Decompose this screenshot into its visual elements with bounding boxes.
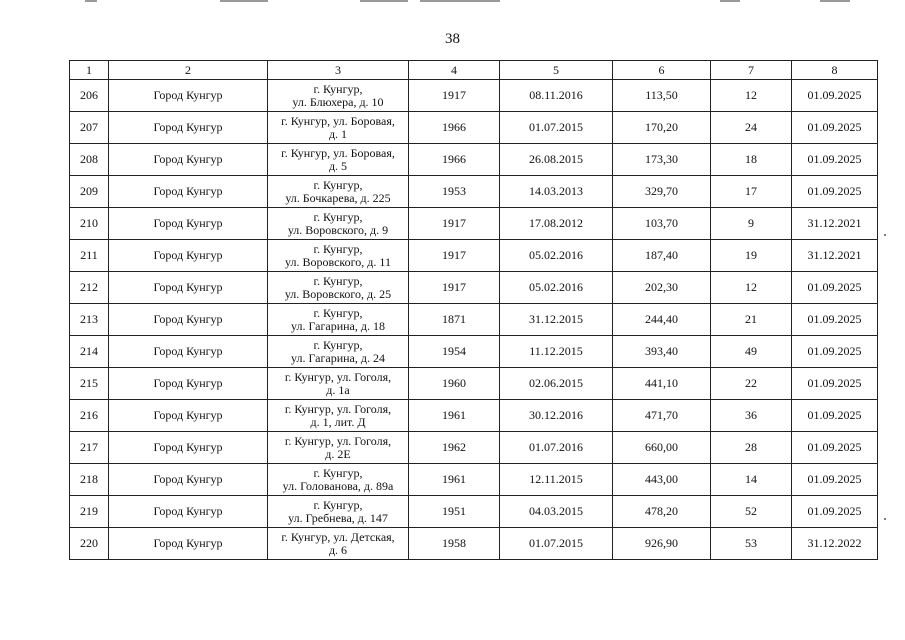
cell-area: 393,40	[613, 336, 711, 368]
cell-count: 12	[711, 80, 792, 112]
cell-count: 14	[711, 464, 792, 496]
table-row	[70, 240, 878, 272]
cell-municipality: Город Кунгур	[109, 304, 268, 336]
cell-build-year: 1961	[409, 464, 500, 496]
cell-count: 22	[711, 368, 792, 400]
cell-address: г. Кунгур, ул. Гоголя, д. 2Е	[268, 432, 409, 464]
cell-row-number: 219	[70, 496, 109, 528]
column-header: 8	[792, 61, 878, 80]
column-header: 7	[711, 61, 792, 80]
cell-row-number: 210	[70, 208, 109, 240]
cell-count: 21	[711, 304, 792, 336]
cell-deadline: 01.09.2025	[792, 304, 878, 336]
table-row	[70, 112, 878, 144]
cell-municipality: Город Кунгур	[109, 464, 268, 496]
cell-date: 05.02.2016	[500, 272, 613, 304]
table-row	[70, 368, 878, 400]
scan-speck	[884, 234, 886, 236]
table-row	[70, 272, 878, 304]
cell-row-number: 220	[70, 528, 109, 560]
cell-deadline: 31.12.2021	[792, 240, 878, 272]
cell-count: 53	[711, 528, 792, 560]
cell-count: 18	[711, 144, 792, 176]
cell-date: 01.07.2015	[500, 528, 613, 560]
cell-date: 05.02.2016	[500, 240, 613, 272]
cell-municipality: Город Кунгур	[109, 208, 268, 240]
table-row	[70, 528, 878, 560]
cell-build-year: 1966	[409, 112, 500, 144]
cell-date: 01.07.2016	[500, 432, 613, 464]
cell-date: 11.12.2015	[500, 336, 613, 368]
cell-deadline: 01.09.2025	[792, 144, 878, 176]
cell-municipality: Город Кунгур	[109, 112, 268, 144]
cell-row-number: 218	[70, 464, 109, 496]
cell-date: 12.11.2015	[500, 464, 613, 496]
cell-row-number: 215	[70, 368, 109, 400]
top-scan-rules	[0, 0, 905, 4]
cell-date: 26.08.2015	[500, 144, 613, 176]
cell-row-number: 214	[70, 336, 109, 368]
cell-address: г. Кунгур, ул. Гоголя, д. 1а	[268, 368, 409, 400]
cell-area: 244,40	[613, 304, 711, 336]
cell-date: 17.08.2012	[500, 208, 613, 240]
cell-deadline: 01.09.2025	[792, 112, 878, 144]
table-row	[70, 496, 878, 528]
cell-area: 471,70	[613, 400, 711, 432]
cell-count: 49	[711, 336, 792, 368]
cell-row-number: 216	[70, 400, 109, 432]
cell-build-year: 1958	[409, 528, 500, 560]
cell-municipality: Город Кунгур	[109, 336, 268, 368]
cell-row-number: 212	[70, 272, 109, 304]
cell-deadline: 01.09.2025	[792, 272, 878, 304]
cell-row-number: 209	[70, 176, 109, 208]
cell-row-number: 213	[70, 304, 109, 336]
table-body	[70, 80, 878, 560]
cell-build-year: 1871	[409, 304, 500, 336]
cell-municipality: Город Кунгур	[109, 528, 268, 560]
cell-address: г. Кунгур, ул. Гребнева, д. 147	[268, 496, 409, 528]
cell-deadline: 31.12.2022	[792, 528, 878, 560]
cell-count: 24	[711, 112, 792, 144]
cell-deadline: 01.09.2025	[792, 400, 878, 432]
cell-deadline: 01.09.2025	[792, 176, 878, 208]
cell-build-year: 1961	[409, 400, 500, 432]
table-row	[70, 336, 878, 368]
cell-date: 02.06.2015	[500, 368, 613, 400]
cell-area: 173,30	[613, 144, 711, 176]
cell-date: 01.07.2015	[500, 112, 613, 144]
cell-address: г. Кунгур, ул. Воровского, д. 11	[268, 240, 409, 272]
cell-area: 478,20	[613, 496, 711, 528]
cell-count: 52	[711, 496, 792, 528]
cell-municipality: Город Кунгур	[109, 272, 268, 304]
cell-deadline: 01.09.2025	[792, 432, 878, 464]
cell-municipality: Город Кунгур	[109, 400, 268, 432]
scan-speck	[884, 518, 886, 520]
registry-table	[69, 60, 878, 560]
cell-count: 36	[711, 400, 792, 432]
cell-count: 12	[711, 272, 792, 304]
cell-address: г. Кунгур, ул. Боровая, д. 1	[268, 112, 409, 144]
cell-deadline: 01.09.2025	[792, 464, 878, 496]
cell-area: 113,50	[613, 80, 711, 112]
cell-build-year: 1960	[409, 368, 500, 400]
table-row	[70, 464, 878, 496]
cell-date: 14.03.2013	[500, 176, 613, 208]
cell-row-number: 206	[70, 80, 109, 112]
cell-deadline: 01.09.2025	[792, 496, 878, 528]
cell-date: 30.12.2016	[500, 400, 613, 432]
cell-area: 926,90	[613, 528, 711, 560]
cell-area: 202,30	[613, 272, 711, 304]
cell-municipality: Город Кунгур	[109, 80, 268, 112]
cell-municipality: Город Кунгур	[109, 432, 268, 464]
cell-count: 19	[711, 240, 792, 272]
table-row	[70, 176, 878, 208]
cell-area: 441,10	[613, 368, 711, 400]
cell-municipality: Город Кунгур	[109, 496, 268, 528]
cell-date: 31.12.2015	[500, 304, 613, 336]
table-header-row	[70, 61, 878, 80]
cell-area: 660,00	[613, 432, 711, 464]
cell-area: 443,00	[613, 464, 711, 496]
cell-build-year: 1953	[409, 176, 500, 208]
table-row	[70, 80, 878, 112]
cell-address: г. Кунгур, ул. Бочкарева, д. 225	[268, 176, 409, 208]
cell-row-number: 211	[70, 240, 109, 272]
cell-address: г. Кунгур, ул. Детская, д. 6	[268, 528, 409, 560]
table-row	[70, 208, 878, 240]
cell-municipality: Город Кунгур	[109, 144, 268, 176]
cell-address: г. Кунгур, ул. Гагарина, д. 18	[268, 304, 409, 336]
cell-area: 329,70	[613, 176, 711, 208]
cell-build-year: 1951	[409, 496, 500, 528]
cell-count: 9	[711, 208, 792, 240]
column-header: 1	[70, 61, 109, 80]
cell-build-year: 1917	[409, 80, 500, 112]
cell-area: 103,70	[613, 208, 711, 240]
column-header: 2	[109, 61, 268, 80]
table-row	[70, 144, 878, 176]
cell-date: 08.11.2016	[500, 80, 613, 112]
cell-municipality: Город Кунгур	[109, 368, 268, 400]
table-row	[70, 304, 878, 336]
cell-build-year: 1954	[409, 336, 500, 368]
cell-address: г. Кунгур, ул. Гоголя, д. 1, лит. Д	[268, 400, 409, 432]
cell-deadline: 31.12.2021	[792, 208, 878, 240]
column-header: 3	[268, 61, 409, 80]
cell-address: г. Кунгур, ул. Голованова, д. 89а	[268, 464, 409, 496]
cell-address: г. Кунгур, ул. Гагарина, д. 24	[268, 336, 409, 368]
cell-address: г. Кунгур, ул. Воровского, д. 25	[268, 272, 409, 304]
cell-deadline: 01.09.2025	[792, 336, 878, 368]
cell-municipality: Город Кунгур	[109, 176, 268, 208]
cell-area: 170,20	[613, 112, 711, 144]
cell-municipality: Город Кунгур	[109, 240, 268, 272]
cell-build-year: 1917	[409, 272, 500, 304]
cell-deadline: 01.09.2025	[792, 80, 878, 112]
cell-deadline: 01.09.2025	[792, 368, 878, 400]
cell-count: 28	[711, 432, 792, 464]
table-row	[70, 432, 878, 464]
cell-area: 187,40	[613, 240, 711, 272]
cell-build-year: 1966	[409, 144, 500, 176]
column-header: 6	[613, 61, 711, 80]
cell-row-number: 217	[70, 432, 109, 464]
cell-address: г. Кунгур, ул. Воровского, д. 9	[268, 208, 409, 240]
table-row	[70, 400, 878, 432]
cell-row-number: 208	[70, 144, 109, 176]
cell-address: г. Кунгур, ул. Блюхера, д. 10	[268, 80, 409, 112]
cell-count: 17	[711, 176, 792, 208]
cell-build-year: 1962	[409, 432, 500, 464]
cell-row-number: 207	[70, 112, 109, 144]
cell-date: 04.03.2015	[500, 496, 613, 528]
cell-address: г. Кунгур, ул. Боровая, д. 5	[268, 144, 409, 176]
page-number: 38	[445, 31, 460, 47]
column-header: 5	[500, 61, 613, 80]
cell-build-year: 1917	[409, 240, 500, 272]
column-header: 4	[409, 61, 500, 80]
cell-build-year: 1917	[409, 208, 500, 240]
